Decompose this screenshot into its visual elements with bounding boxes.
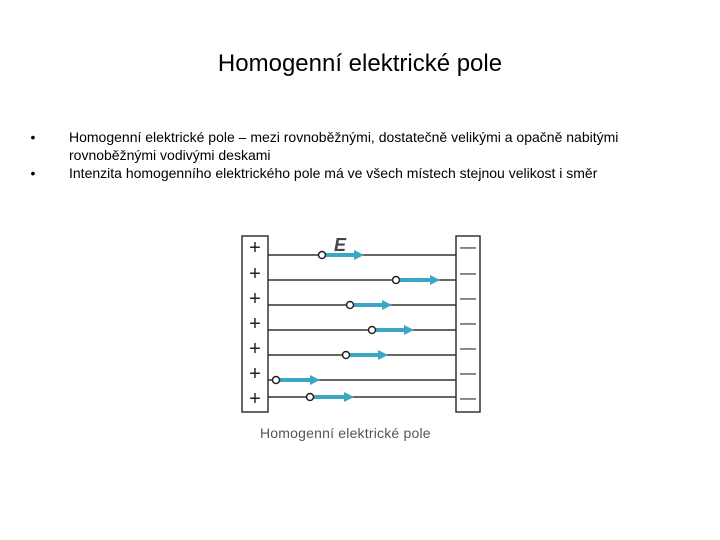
plus-sign: + [249,388,261,410]
minus-sign: — [460,239,476,256]
test-charge [347,302,354,309]
minus-sign: — [460,290,476,307]
field-label: E [334,235,347,255]
arrowhead-icon [310,375,320,385]
minus-sign: — [460,315,476,332]
field-lines [268,250,456,402]
plus-signs [249,237,261,410]
slide-title: Homogenní elektrické pole [217,50,503,77]
test-charge [393,277,400,284]
plus-sign: + [249,237,261,259]
minus-signs [460,239,476,407]
minus-sign: — [460,365,476,382]
plus-sign: + [249,288,261,310]
bullet-dot: • [30,165,36,181]
bullet-text: Homogenní elektrické pole – mezi rovnoběžnými, dostatečně velikými a opačně nabitými rovnoběžnými vodivými deskami [69,129,619,163]
arrowhead-icon [430,275,440,285]
arrowhead-icon [354,250,364,260]
bullet-dot: • [30,129,36,145]
plus-sign: + [249,363,261,385]
bullet-list [28,128,698,182]
bullet-item [28,164,698,182]
test-charge [343,352,350,359]
arrowhead-icon [378,350,388,360]
test-charge [369,327,376,334]
minus-sign: — [460,340,476,357]
plus-sign: + [249,313,261,335]
arrowhead-icon [382,300,392,310]
arrowhead-icon [344,392,354,402]
arrowhead-icon [404,325,414,335]
test-charge [319,252,326,259]
minus-sign: — [460,265,476,282]
bullet-item [28,128,698,164]
field-diagram [236,230,486,450]
plus-sign: + [249,263,261,285]
test-charge [273,377,280,384]
figure-caption: Homogenní elektrické pole [260,425,431,441]
minus-sign: — [460,390,476,407]
bullet-text: Intenzita homogenního elektrického pole má ve všech místech stejnou velikost i směr [69,165,598,181]
test-charge [307,394,314,401]
plus-sign: + [249,338,261,360]
